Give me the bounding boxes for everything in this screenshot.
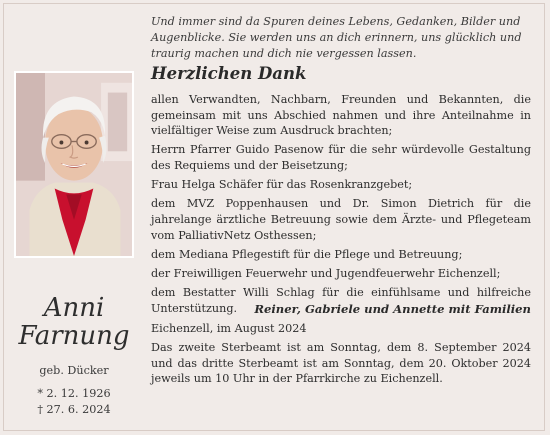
birth-date: * 2. 12. 1926 xyxy=(37,387,111,400)
thanks-paragraph: Frau Helga Schäfer für das Rosenkranzgebet; xyxy=(151,178,413,192)
deceased-name xyxy=(14,294,134,350)
family-signature: Reiner, Gabriele und Annette mit Familien xyxy=(254,302,531,316)
intro-verse: Und immer sind da Spuren deines Lebens, Gedanken, Bilder und Augenblicke. Sie werden uns an dich erinnern, uns glücklich und traurig machen und dich nie vergessen lassen. xyxy=(151,15,522,60)
thanks-paragraph: allen Verwandten, Nachbarn, Freunden und Bekannten, die gemeinsam mit uns Abschied nahmen und ihre Anteilnahme in vielfältiger Weise zum Ausdruck brachten; xyxy=(151,93,531,138)
memorial-service-info: Das zweite Sterbeamt ist am Sonntag, dem 8. September 2024 und das dritte Sterbeamt ist am Sonntag, dem 20. Oktober 2024 jeweils um 10 Uhr in der Pfarrkirche zu Eichenzell. xyxy=(151,341,531,386)
place-date: Eichenzell, im August 2024 xyxy=(151,322,307,335)
last-name: Farnung xyxy=(18,321,130,351)
thanks-paragraph: Herrn Pfarrer Guido Pasenow für die sehr würdevolle Gestaltung des Requiems und der Beisetzung; xyxy=(151,143,531,172)
thanks-heading: Herzlichen Dank xyxy=(151,64,307,83)
birth-name: geb. Dücker xyxy=(39,364,109,377)
portrait-photo xyxy=(14,71,134,258)
life-dates xyxy=(14,386,134,418)
thanks-paragraph: dem Bestatter Willi Schlag für die einfühlsame und hilfreiche Unterstützung. xyxy=(151,286,531,315)
thanks-paragraph: dem MVZ Poppenhausen und Dr. Simon Dietrich für die jahrelange ärztliche Betreuung sowie dem Ärzte- und Pflegeteam vom PalliativNetz Osthessen; xyxy=(151,197,531,242)
first-name: Anni xyxy=(43,293,105,323)
thanks-paragraph: der Freiwilligen Feuerwehr und Jugendfeuerwehr Eichenzell; xyxy=(151,266,501,280)
death-date: † 27. 6. 2024 xyxy=(37,403,111,416)
thanks-paragraph: dem Mediana Pflegestift für die Pflege und Betreuung; xyxy=(151,247,463,261)
thanks-body xyxy=(151,92,531,316)
